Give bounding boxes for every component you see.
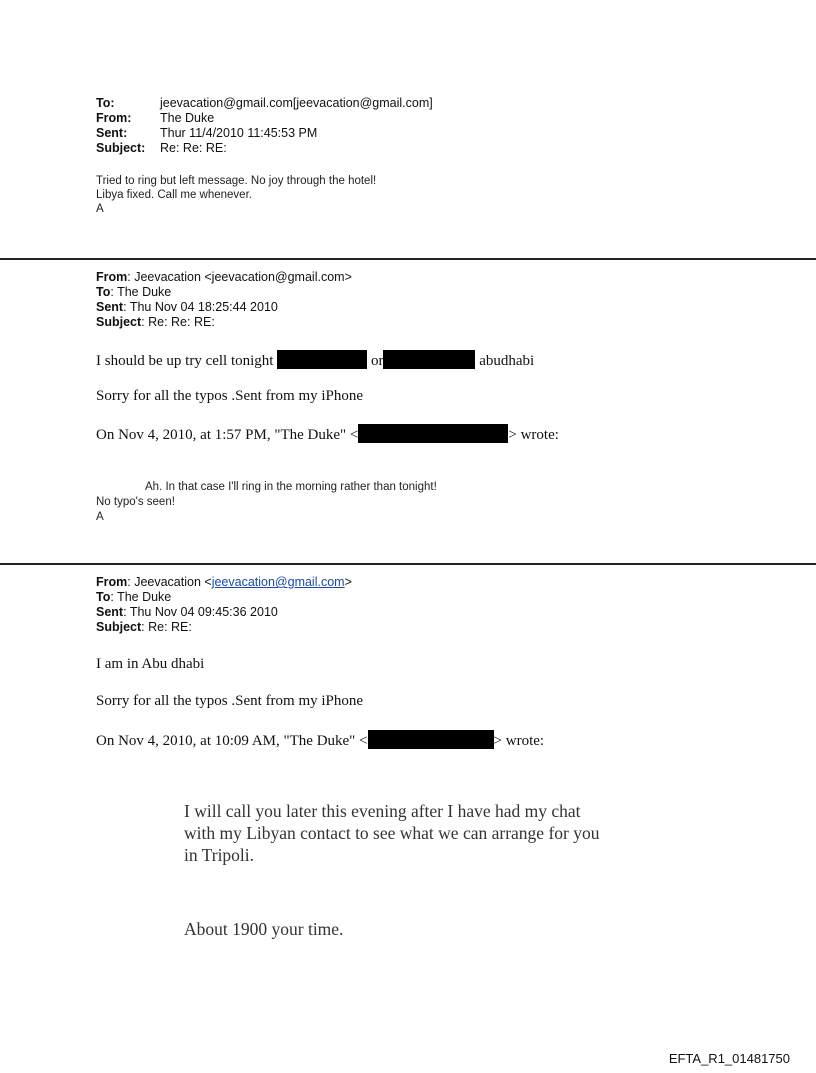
email1-body-line: Tried to ring but left message. No joy through the hotel!	[96, 175, 377, 187]
email1-to-label: To:	[96, 96, 115, 110]
email1-from-row	[96, 111, 433, 126]
email2-sent-row	[96, 300, 352, 315]
email3-line1: I am in Abu dhabi	[96, 656, 205, 672]
email3-quote-paragraph-1	[184, 800, 599, 866]
email1-body-line: Libya fixed. Call me whenever.	[96, 189, 252, 201]
email2-to-label: To	[96, 285, 111, 299]
email3-sent-label: Sent	[96, 605, 124, 619]
email1-sent-value: Thur 11/4/2010 11:45:53 PM	[160, 126, 318, 140]
email3-quote-line: in Tripoli.	[184, 845, 255, 865]
email3-line3-text-a: On Nov 4, 2010, at 10:09 AM, "The Duke" <	[96, 733, 368, 749]
email3-line2: Sorry for all the typos .Sent from my iPhone	[96, 693, 364, 709]
email2-sent-label: Sent	[96, 300, 124, 314]
email3-subject-value: : Re: RE:	[141, 620, 192, 634]
email2-line3	[96, 424, 559, 444]
email2-from-row	[96, 270, 352, 285]
redaction-block	[383, 350, 475, 369]
email1-subject-label: Subject:	[96, 141, 146, 155]
email2-line1-text-c: abudhabi	[479, 353, 535, 369]
email3-quote-line: I will call you later this evening after I have had my chat	[184, 801, 581, 821]
email3-from-link[interactable]: jeevacation@gmail.com	[211, 575, 345, 589]
email3-sent-row	[96, 605, 352, 620]
email1-sent-row	[96, 126, 433, 141]
email2-from-value: : Jeevacation <jeevacation@gmail.com>	[127, 270, 352, 284]
email3-from-prefix: : Jeevacation <	[127, 575, 212, 589]
email3-sent-value: : Thu Nov 04 09:45:36 2010	[123, 605, 278, 619]
email2-quote-line2: No typo's seen!	[96, 496, 175, 508]
redaction-block	[277, 350, 367, 369]
email3-quote-paragraph-2: About 1900 your time.	[184, 919, 344, 939]
email3-header	[96, 575, 352, 635]
email3-from-suffix: >	[344, 575, 352, 589]
email2-line3-text-b: > wrote:	[508, 427, 559, 443]
email1-body	[96, 174, 376, 216]
redaction-block	[368, 730, 494, 749]
email2-line1-text-a: I should be up try cell tonight	[96, 353, 274, 369]
email1-from-label: From:	[96, 111, 132, 125]
email2-line2: Sorry for all the typos .Sent from my iPhone	[96, 388, 364, 404]
email2-header	[96, 270, 352, 330]
email2-subject-label: Subject	[96, 315, 142, 329]
document-id: EFTA_R1_01481750	[668, 1051, 790, 1066]
email2-subject-row	[96, 315, 352, 330]
email3-from-row	[96, 575, 352, 590]
email3-to-value: : The Duke	[110, 590, 172, 604]
divider-2	[0, 563, 816, 565]
email3-subject-label: Subject	[96, 620, 142, 634]
email2-line1-text-b: or	[370, 353, 384, 369]
email3-to-row	[96, 590, 352, 605]
email2-sent-value: : Thu Nov 04 18:25:44 2010	[123, 300, 278, 314]
email3-quote-line: with my Libyan contact to see what we can arrange for you	[184, 823, 600, 843]
email1-subject-row	[96, 141, 433, 156]
email3-to-label: To	[96, 590, 111, 604]
email2-from-label: From	[96, 270, 128, 284]
email3-subject-row	[96, 620, 352, 635]
email2-quote-line1: Ah. In that case I'll ring in the morning rather than tonight!	[145, 481, 437, 493]
email2-line1	[96, 350, 534, 370]
email2-quote-line3: A	[96, 511, 104, 523]
email2-to-value: : The Duke	[110, 285, 172, 299]
email3-line3	[96, 730, 544, 750]
email1-from-value: The Duke	[160, 111, 215, 125]
redaction-block	[358, 424, 508, 443]
email3-from-label: From	[96, 575, 128, 589]
email2-subject-value: : Re: Re: RE:	[141, 315, 215, 329]
email2-to-row	[96, 285, 352, 300]
divider-1	[0, 258, 816, 260]
email3-line3-text-b: > wrote:	[493, 733, 545, 749]
email1-sent-label: Sent:	[96, 126, 128, 140]
email1-to-value: jeevacation@gmail.com[jeevacation@gmail.com]	[160, 96, 433, 110]
email1-body-line: A	[96, 203, 104, 215]
email1-header	[96, 96, 433, 156]
email1-subject-value: Re: Re: RE:	[160, 141, 227, 155]
email1-to-row	[96, 96, 433, 111]
email2-line3-text-a: On Nov 4, 2010, at 1:57 PM, "The Duke" <	[96, 427, 359, 443]
